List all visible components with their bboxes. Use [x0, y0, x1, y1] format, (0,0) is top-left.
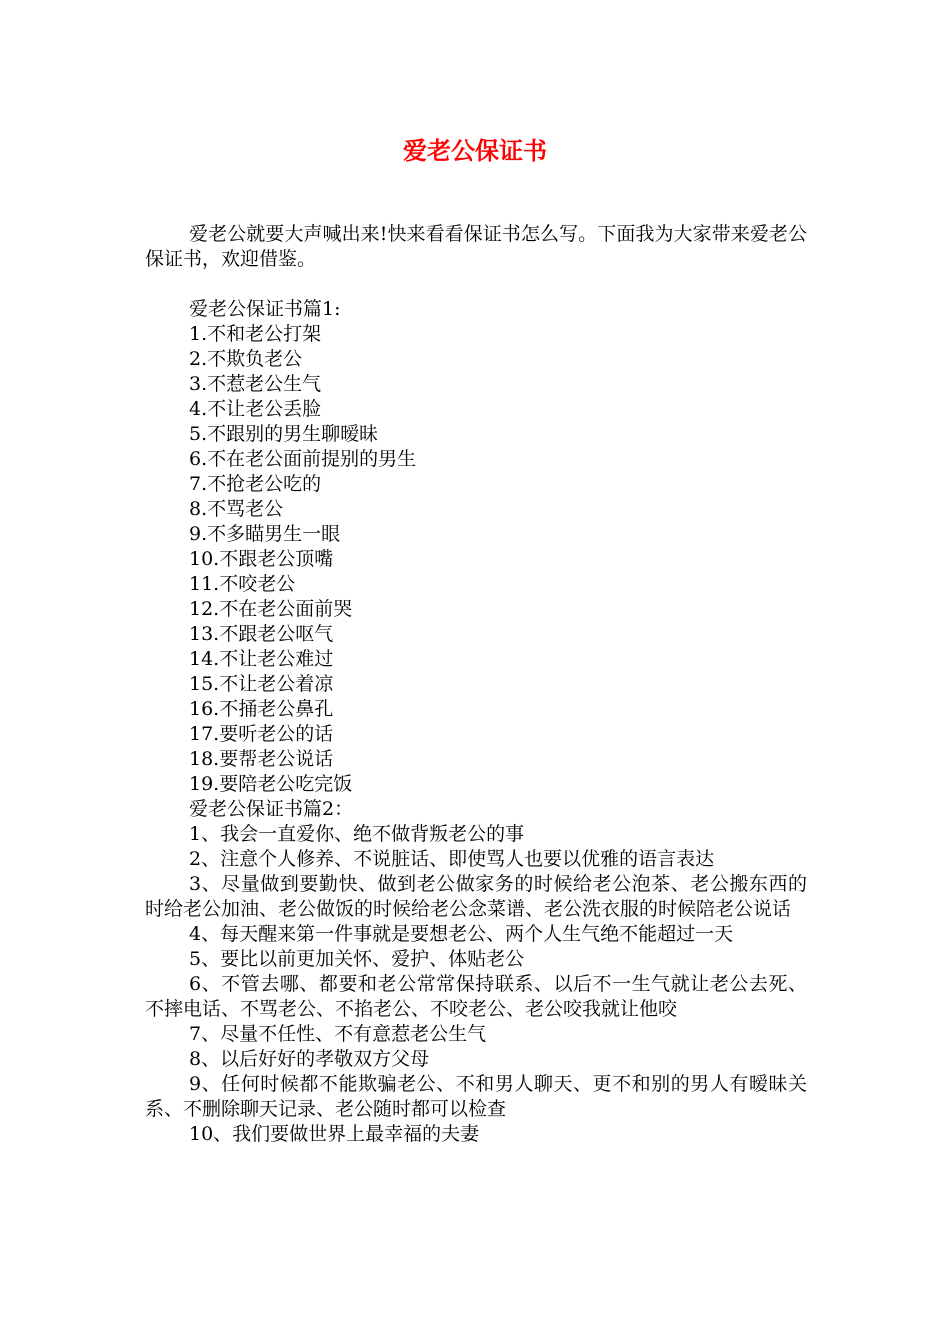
section1-item: 7.不抢老公吃的 [189, 473, 322, 495]
section1-item: 19.要陪老公吃完饭 [189, 773, 353, 795]
section1-item: 11.不咬老公 [189, 573, 296, 595]
paragraph-gap [145, 272, 807, 297]
section1-item: 5.不跟别的男生聊暧昧 [189, 423, 379, 445]
intro-paragraph: 爱老公就要大声喊出来!快来看看保证书怎么写。下面我为大家带来爱老公保证书，欢迎借鉴。 [145, 223, 807, 270]
section2-item: 2、注意个人修养、不说脏话、即使骂人也要以优雅的语言表达 [189, 848, 715, 870]
section1-item: 9.不多瞄男生一眼 [189, 523, 341, 545]
section1-item: 15.不让老公着凉 [189, 673, 334, 695]
section1-item: 2.不欺负老公 [189, 348, 303, 370]
section1-heading: 爱老公保证书篇1: [189, 298, 341, 320]
section2-item: 1、我会一直爱你、绝不做背叛老公的事 [189, 823, 525, 845]
section2-item: 6、不管去哪、都要和老公常常保持联系、以后不一生气就让老公去死、不摔电话、不骂老公、不掐老公、不咬老公、老公咬我就让他咬 [145, 973, 807, 1020]
section2-item: 10、我们要做世界上最幸福的夫妻 [189, 1123, 480, 1145]
section1-item: 17.要听老公的话 [189, 723, 334, 745]
section1-item: 16.不捅老公鼻孔 [189, 698, 334, 720]
section1-item: 12.不在老公面前哭 [189, 598, 353, 620]
document-title: 爱老公保证书 [403, 137, 547, 165]
document-body [145, 222, 807, 1147]
section2-item: 5、要比以前更加关怀、爱护、体贴老公 [189, 948, 525, 970]
section1-item: 18.要帮老公说话 [189, 748, 334, 770]
section1-item: 6.不在老公面前提别的男生 [189, 448, 417, 470]
section1-item: 8.不骂老公 [189, 498, 284, 520]
section1-item: 14.不让老公难过 [189, 648, 334, 670]
section2-item: 4、每天醒来第一件事就是要想老公、两个人生气绝不能超过一天 [189, 923, 734, 945]
section1-item: 10.不跟老公顶嘴 [189, 548, 334, 570]
section1-item: 13.不跟老公呕气 [189, 623, 334, 645]
section1-item: 1.不和老公打架 [189, 323, 322, 345]
section2-heading: 爱老公保证书篇2： [189, 798, 354, 820]
section2-item: 9、任何时候都不能欺骗老公、不和男人聊天、更不和别的男人有暧昧关系、不删除聊天记录、老公随时都可以检查 [145, 1073, 807, 1120]
section2-item: 3、尽量做到要勤快、做到老公做家务的时候给老公泡茶、老公搬东西的时给老公加油、老公做饭的时候给老公念菜谱、老公洗衣服的时候陪老公说话 [145, 873, 807, 920]
section2-item: 7、尽量不任性、不有意惹老公生气 [189, 1023, 487, 1045]
section2-item: 8、以后好好的孝敬双方父母 [189, 1048, 430, 1070]
section1-item: 4.不让老公丢脸 [189, 398, 322, 420]
section1-item: 3.不惹老公生气 [189, 373, 322, 395]
